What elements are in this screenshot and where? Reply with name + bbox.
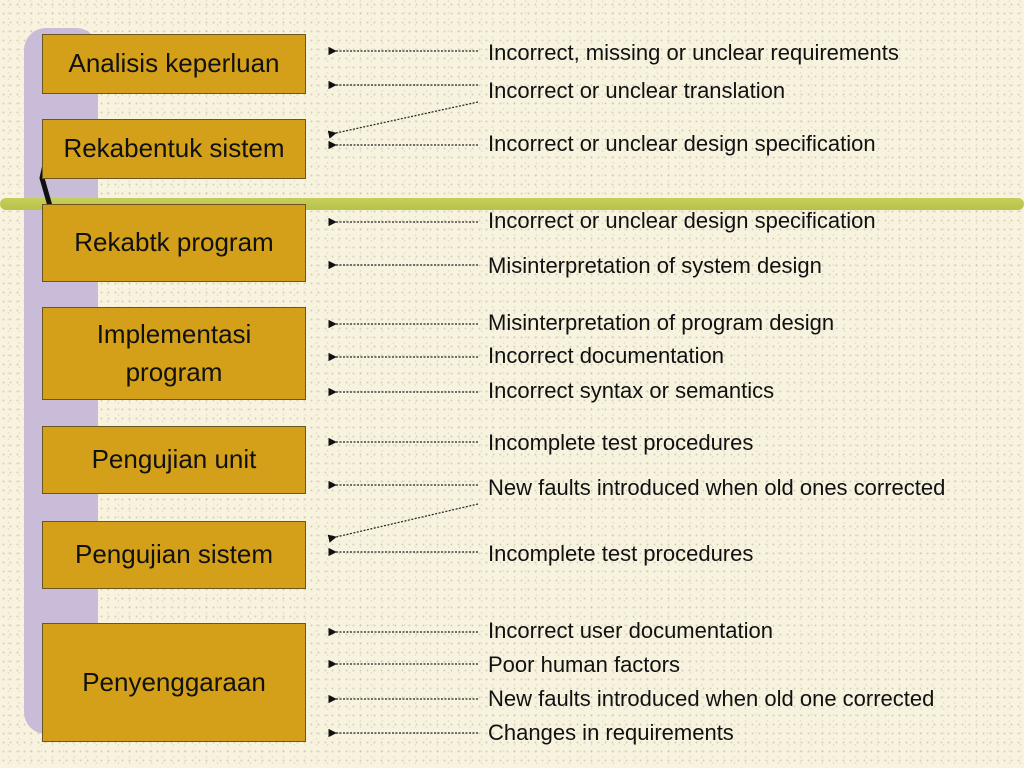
fault-text: Incorrect or unclear design specification bbox=[488, 208, 876, 233]
fault-text: Incomplete test procedures bbox=[488, 541, 754, 566]
fault-text: Changes in requirements bbox=[488, 720, 734, 745]
stage-label: Penyenggaraan bbox=[82, 666, 266, 697]
stage-label: Pengujian unit bbox=[91, 444, 257, 475]
fault-text: Incorrect or unclear translation bbox=[488, 78, 786, 103]
fault-text: Incorrect syntax or semantics bbox=[488, 378, 775, 403]
stage-label: Pengujian sistem bbox=[75, 539, 273, 570]
fault-text: Misinterpretation of system design bbox=[488, 253, 822, 278]
arrow-12 bbox=[336, 504, 478, 537]
stage-label: Rekabentuk sistem bbox=[63, 133, 285, 164]
fault-text: New faults introduced when old one corrected bbox=[488, 686, 935, 711]
fault-text: Incorrect documentation bbox=[488, 343, 725, 368]
stage-label: Analisis keperluan bbox=[68, 48, 280, 79]
fault-text: Poor human factors bbox=[488, 652, 680, 677]
fault-text: Incorrect, missing or unclear requirements bbox=[488, 40, 899, 65]
fault-text: Incorrect user documentation bbox=[488, 618, 773, 643]
fault-text: Misinterpretation of program design bbox=[488, 310, 835, 335]
stage-label: Implementasi program bbox=[96, 318, 252, 387]
stage-label: Rekabtk program bbox=[74, 227, 274, 258]
fault-text: Incomplete test procedures bbox=[488, 430, 754, 455]
arrow-3 bbox=[336, 102, 478, 133]
fault-text: Incorrect or unclear design specification bbox=[488, 131, 876, 156]
fault-text: New faults introduced when old ones corrected bbox=[488, 475, 946, 500]
